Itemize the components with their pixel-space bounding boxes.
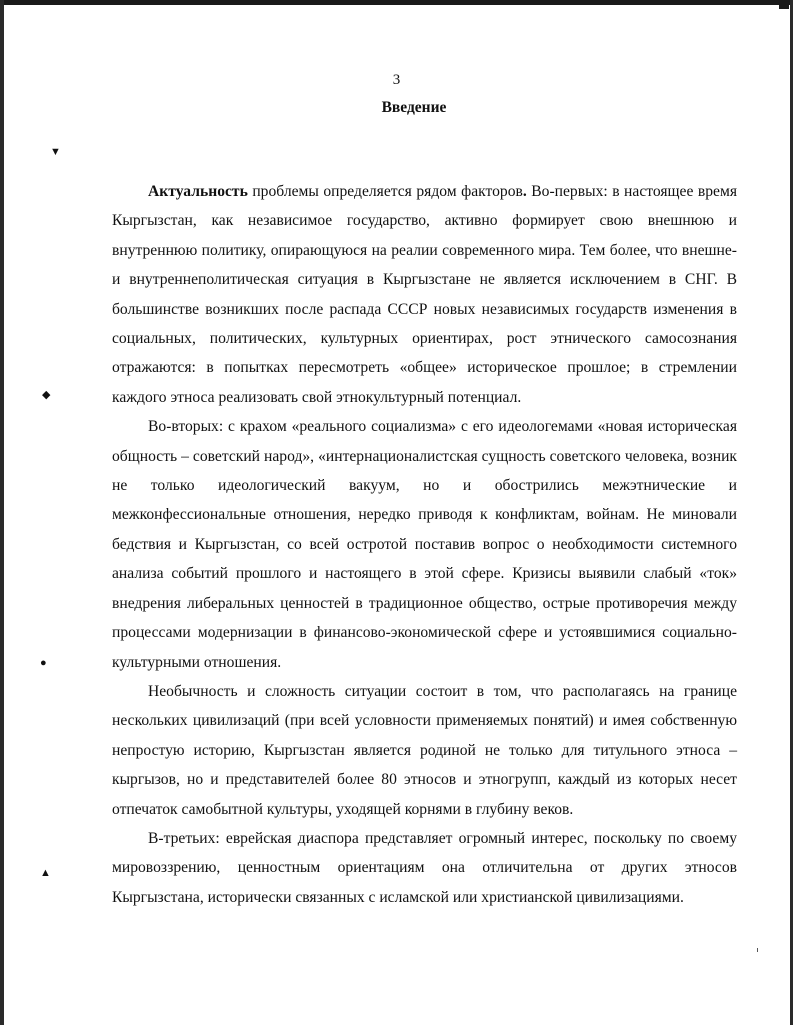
paragraph-uniqueness: Необычность и сложность ситуации состоит в том, что располагаясь на границе нескольких цивилизаций (при всей условности применяемых понятий) и имея собственную непростую историю, Кыргызстан является родиной не только для титульного этноса – кыргызов, но и представителей более 80 этносов и этногрупп, каждый из которых несет отпечаток самобытной культуры, уходящей корнями в глубину веков. [112,682,737,818]
scan-top-right-mark [779,0,789,9]
binding-hole-mark-2: ◆ [42,389,51,401]
paragraph-relevance-body: Во-первых: в настоящее время Кыргызстан, как независимое государство, активно формирует свою внешнюю и внутреннюю политику, опирающуюся на реалии современного мира. Тем более, что внешне- и внутреннеполитическая ситуация в Кыргызстане не является исключением в СНГ. В большинстве возникших после распада СССР новых независимых государств изменения в социальных, политических, культурных ориентирах, рост этнического самосознания отражаются: в попытках пересмотреть «общее» историческое прошлое; в стремлении каждого этноса реализовать свой этнокультурный потенциал. [112,183,737,406]
scan-left-edge [0,0,4,1025]
binding-hole-mark-1: ▼ [50,146,61,158]
binding-hole-mark-3: ● [40,657,47,669]
section-title: Введение [381,99,447,116]
paragraph-secondly: Во-вторых: с крахом «реального социализма» с его идеологемами «новая историческая общность – советский народ», «интернационалистская сущность советского человека, возник не только идеологический вакуум, но и обострились межэтнические и межконфессиональные отношения, нередко приводя к конфликтам, войнам. Не миновали бедствия и Кыргызстан, со всей остротой поставив вопрос о необходимости системного анализа событий прошлого и настоящего в этой сфере. Кризисы выявили слабый «ток» внедрения либеральных ценностей в традиционное общество, острые противоречия между процессами модернизации в финансово-экономической сфере и устоявшимися социально-культурными отношения. [112,418,737,671]
body-text [112,177,737,912]
scan-top-border [0,0,793,5]
scan-speck [757,948,758,952]
paragraph-thirdly: В-третьих: еврейская диаспора представляет огромный интерес, поскольку по своему мировоззрению, ценностным ориентациям она отличительна от других этносов Кыргызстана, исторически связанных с исламской или христианской цивилизациями. [112,829,737,906]
binding-hole-mark-4: ▲ [40,867,51,879]
paragraph-relevance [112,177,737,412]
paragraph-relevance-intro: проблемы определяется рядом факторов [247,183,523,200]
sentence-period: . [522,183,527,200]
page-number: 3 [392,72,401,88]
term-relevance: Актуальность [148,183,248,200]
